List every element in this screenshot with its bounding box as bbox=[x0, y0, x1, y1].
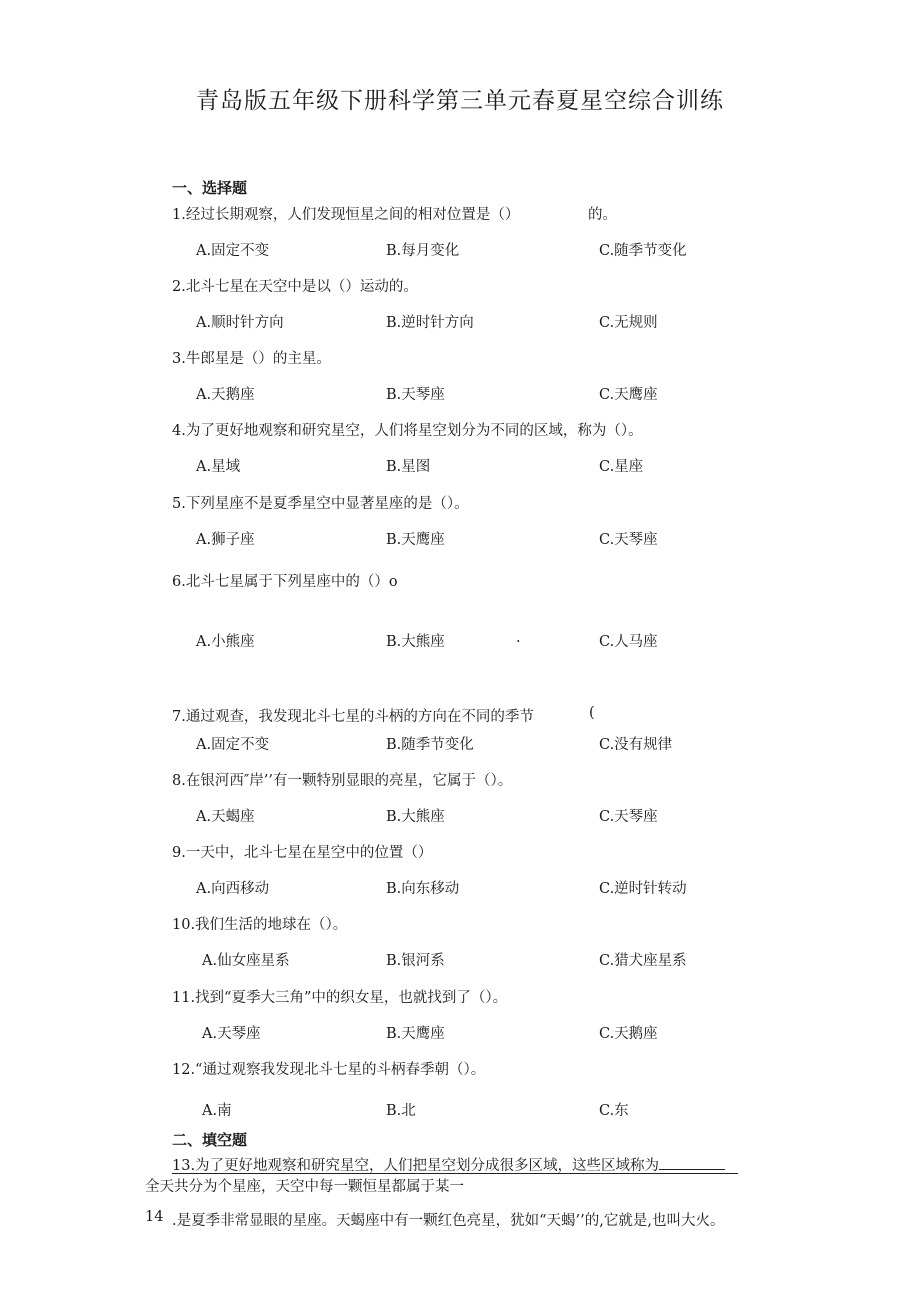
question-5: 5.下列星座不是夏季星空中显著星座的是（）。 bbox=[172, 496, 469, 512]
question-2-option-b[interactable]: B.逆时针方向 bbox=[386, 315, 474, 331]
question-13-underline bbox=[172, 1173, 738, 1174]
question-5-option-b[interactable]: B.天鹰座 bbox=[386, 532, 445, 548]
question-10: 10.我们生活的地球在（）。 bbox=[172, 917, 348, 933]
question-11-option-b[interactable]: B.天鹰座 bbox=[386, 1026, 445, 1042]
question-9: 9.一天中，北斗七星在星空中的位置（） bbox=[172, 845, 433, 861]
question-6-stray-dot: . bbox=[516, 630, 521, 646]
question-6-option-c[interactable]: C.人马座 bbox=[599, 634, 658, 650]
question-3-option-b[interactable]: B.天琴座 bbox=[386, 387, 445, 403]
question-10-option-a[interactable]: A.仙女座星系 bbox=[202, 953, 290, 969]
question-8-option-b[interactable]: B.大熊座 bbox=[386, 809, 445, 825]
question-2-option-a[interactable]: A.顺时针方向 bbox=[196, 315, 284, 331]
question-9-option-c[interactable]: C.逆时针转动 bbox=[599, 881, 687, 897]
question-5-option-c[interactable]: C.天琴座 bbox=[599, 532, 658, 548]
question-7-tail: ( bbox=[589, 705, 595, 721]
question-9-option-a[interactable]: A.向西移动 bbox=[196, 881, 270, 897]
question-13-line-2: 全天共分为个星座，天空中每一颗恒星都属于某一 bbox=[145, 1179, 464, 1195]
page-title: 青岛版五年级下册科学第三单元春夏星空综合训练 bbox=[196, 88, 724, 114]
question-2: 2.北斗七星在天空中是以（）运动的。 bbox=[172, 279, 418, 295]
question-4-option-a[interactable]: A.星域 bbox=[196, 459, 241, 475]
question-12-option-c[interactable]: C.东 bbox=[599, 1103, 629, 1119]
question-10-option-c[interactable]: C.猎犬座星系 bbox=[599, 953, 687, 969]
question-11-option-a[interactable]: A.天琴座 bbox=[202, 1026, 261, 1042]
question-7-option-a[interactable]: A.固定不变 bbox=[196, 737, 270, 753]
question-13-blank[interactable] bbox=[659, 1155, 725, 1170]
question-9-option-b[interactable]: B.向东移动 bbox=[386, 881, 460, 897]
question-6-option-b[interactable]: B.大熊座 bbox=[386, 634, 445, 650]
question-12-option-b[interactable]: B.北 bbox=[386, 1103, 416, 1119]
question-12: 12.“通过观察我发现北斗七星的斗柄春季朝（）。 bbox=[172, 1062, 486, 1078]
question-1-option-a[interactable]: A.固定不变 bbox=[196, 243, 270, 259]
question-8-option-a[interactable]: A.天蝎座 bbox=[196, 809, 255, 825]
question-11-option-c[interactable]: C.天鹅座 bbox=[599, 1026, 658, 1042]
question-3-option-a[interactable]: A.天鹅座 bbox=[196, 387, 255, 403]
question-14-text: .是夏季非常显眼的星座。天蝎座中有一颗红色亮星，犹如“天蝎’’的,它就是,也叫大火。 bbox=[172, 1213, 725, 1229]
question-5-option-a[interactable]: A.狮子座 bbox=[196, 532, 255, 548]
question-2-option-c[interactable]: C.无规则 bbox=[599, 315, 658, 331]
question-14-number: 14 bbox=[145, 1209, 164, 1225]
question-3-option-c[interactable]: C.天鹰座 bbox=[599, 387, 658, 403]
question-1: 1.经过长期观察，人们发现恒星之间的相对位置是（） bbox=[172, 207, 520, 223]
question-1-option-b[interactable]: B.每月变化 bbox=[386, 243, 460, 259]
question-1-option-c[interactable]: C.随季节变化 bbox=[599, 243, 687, 259]
question-10-option-b[interactable]: B.银河系 bbox=[386, 953, 445, 969]
question-7-option-b[interactable]: B.随季节变化 bbox=[386, 737, 474, 753]
question-6-option-a[interactable]: A.小熊座 bbox=[196, 634, 255, 650]
question-3: 3.牛郎星是（）的主星。 bbox=[172, 351, 331, 367]
question-7: 7.通过观查，我发现北斗七星的斗柄的方向在不同的季节 bbox=[172, 709, 534, 725]
question-13-line-1 bbox=[172, 1154, 725, 1175]
question-11: 11.找到“夏季大三角”中的织女星，也就找到了（）。 bbox=[172, 990, 508, 1006]
question-7-option-c[interactable]: C.没有规律 bbox=[599, 737, 673, 753]
question-8-option-c[interactable]: C.天琴座 bbox=[599, 809, 658, 825]
question-12-option-a[interactable]: A.南 bbox=[202, 1103, 232, 1119]
question-4-option-c[interactable]: C.星座 bbox=[599, 459, 644, 475]
question-1-tail: 的。 bbox=[588, 207, 617, 223]
section-heading-choice: 一、选择题 bbox=[172, 179, 248, 197]
question-8: 8.在银河西″岸’’有一颗特别显眼的亮星，它属于（）。 bbox=[172, 773, 513, 789]
question-6: 6.北斗七星属于下列星座中的（）o bbox=[172, 574, 398, 590]
question-13-text: 13.为了更好地观察和研究星空，人们把星空划分成很多区域，这些区域称为 bbox=[172, 1158, 660, 1174]
section-heading-fill: 二、填空题 bbox=[172, 1131, 248, 1149]
question-4-option-b[interactable]: B.星图 bbox=[386, 459, 431, 475]
question-4: 4.为了更好地观察和研究星空，人们将星空划分为不同的区域，称为（）。 bbox=[172, 423, 643, 439]
